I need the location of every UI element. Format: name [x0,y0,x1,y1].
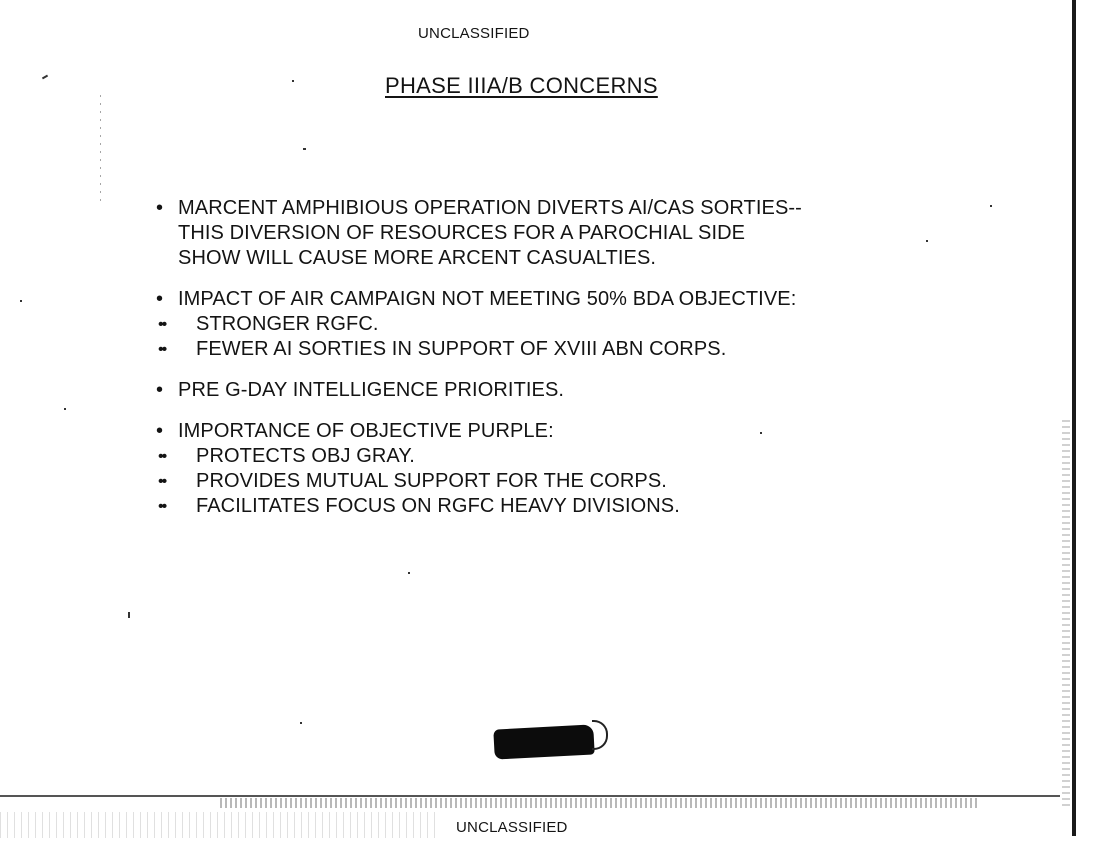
redaction-mark [493,724,594,759]
scan-speck [300,722,302,724]
scan-speck [303,148,306,150]
sub-bullet-text: PROVIDES MUTUAL SUPPORT FOR THE CORPS. [196,470,667,492]
double-bullet-icon: •• [158,498,166,515]
scan-speck [408,572,410,574]
scan-border-right [1072,0,1076,836]
scan-speck [64,408,66,410]
sub-bullet-item [156,469,956,494]
bullet-item [156,378,956,403]
bullet-text-line: MARCENT AMPHIBIOUS OPERATION DIVERTS AI/CAS SORTIES-- [178,197,802,219]
scan-artifact-right [1062,420,1070,810]
classification-marking-top: UNCLASSIFIED [418,25,530,42]
sub-bullet-item [156,312,956,337]
bullet-dot-icon: • [156,379,164,401]
bullet-dot-icon: • [156,288,164,310]
scan-speck [42,75,48,80]
scan-artifact-left [100,95,101,205]
bullet-text-line: SHOW WILL CAUSE MORE ARCENT CASUALTIES. [178,247,657,269]
bullet-text-line: IMPORTANCE OF OBJECTIVE PURPLE: [178,420,554,442]
bullet-dot-icon: • [156,197,164,219]
bullet-text-line: THIS DIVERSION OF RESOURCES FOR A PAROCHIAL SIDE [178,222,746,244]
double-bullet-icon: •• [158,316,166,333]
double-bullet-icon: •• [158,473,166,490]
sub-bullet-item [156,494,956,519]
double-bullet-icon: •• [158,448,166,465]
scan-rule-bottom [0,795,1060,797]
sub-bullet-text: FACILITATES FOCUS ON RGFC HEAVY DIVISIONS. [196,495,680,517]
bullet-item [156,287,956,362]
sub-bullet-text: FEWER AI SORTIES IN SUPPORT OF XVIII ABN CORPS. [196,338,727,360]
bullet-item [156,419,956,519]
sub-bullet-text: STRONGER RGFC. [196,313,379,335]
slide-title: PHASE IIIA/B CONCERNS [385,73,658,98]
sub-bullet-item [156,337,956,362]
bullet-item [156,196,956,271]
redaction-pen-stroke [592,720,608,750]
bullet-list [156,196,956,535]
bullet-text-line: PRE G-DAY INTELLIGENCE PRIORITIES. [178,379,565,401]
bullet-text-line: IMPACT OF AIR CAMPAIGN NOT MEETING 50% BDA OBJECTIVE: [178,288,797,310]
scan-speck [292,80,294,82]
scan-speck [990,205,992,207]
scan-speck [128,612,130,618]
scan-artifact-bottom [220,798,980,808]
classification-marking-bottom: UNCLASSIFIED [456,819,568,836]
scan-speck [20,300,22,302]
sub-bullet-text: PROTECTS OBJ GRAY. [196,445,415,467]
sub-bullet-item [156,444,956,469]
bullet-dot-icon: • [156,420,164,442]
double-bullet-icon: •• [158,341,166,358]
scan-artifact-bottom-left [0,812,440,838]
